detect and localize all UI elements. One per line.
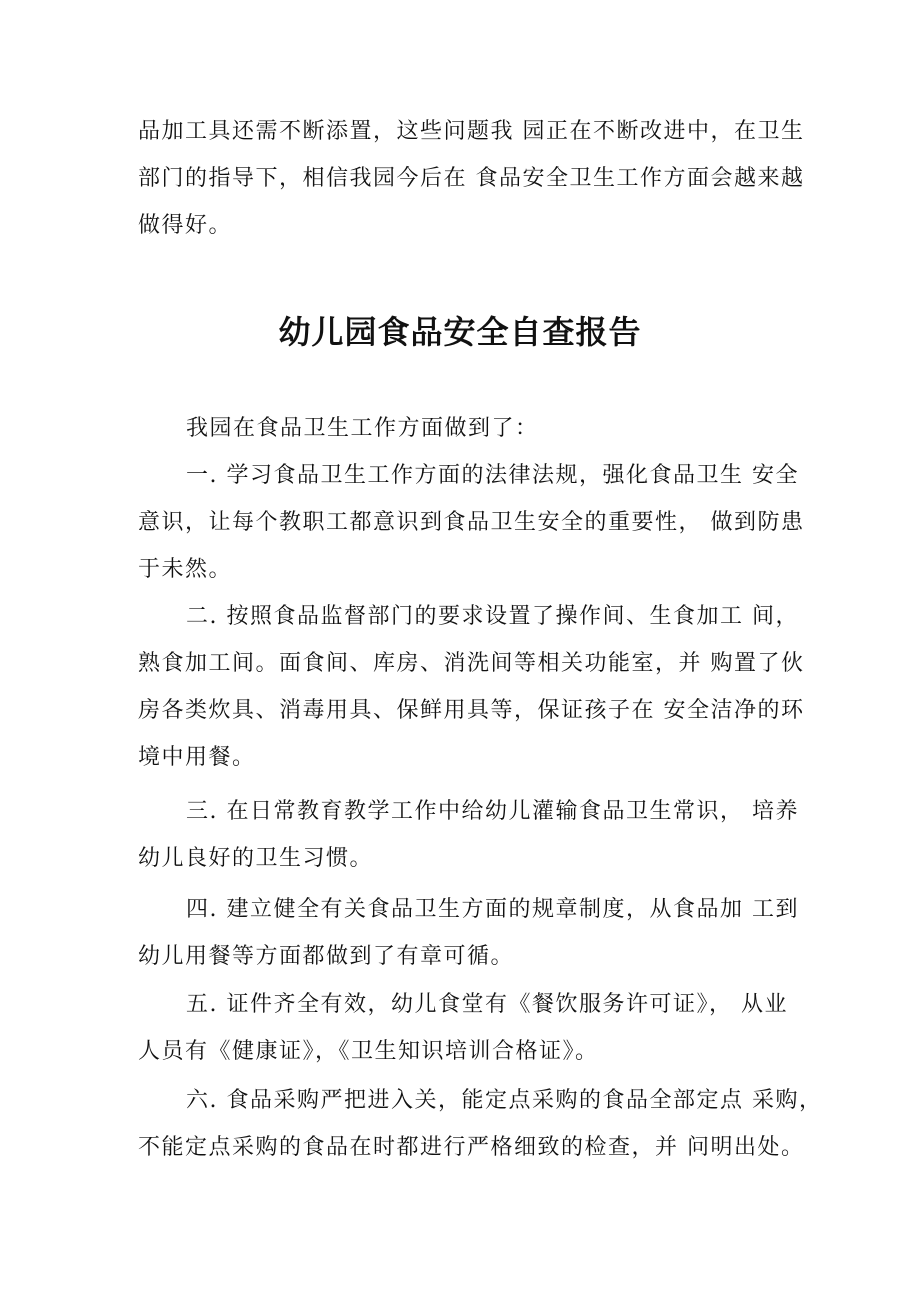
body-line: 境中用餐。 bbox=[138, 745, 256, 770]
body-line: 一. 学习食品卫生工作方面的法律法规，强化食品卫生 安全 bbox=[186, 463, 799, 488]
body-line: 二. 按照食品监督部门的要求设置了操作间、生食加工 间， bbox=[186, 604, 799, 629]
intro-line: 做得好。 bbox=[138, 213, 233, 238]
body-line: 人员有《健康证》，《卫生知识培训合格证》。 bbox=[138, 1039, 599, 1064]
body-line: 不能定点采购的食品在时都进行严格细致的检查，并 问明出处。 bbox=[138, 1135, 805, 1160]
body-line: 我园在食品卫生工作方面做到了： bbox=[186, 416, 539, 441]
body-line: 三. 在日常教育教学工作中给幼儿灌输食品卫生常识， 培养 bbox=[186, 799, 799, 824]
document-title: 幼儿园食品安全自查报告 bbox=[278, 313, 642, 351]
body-line: 房各类炊具、消毒用具、保鲜用具等，保证孩子在 安全洁净的环 bbox=[138, 698, 805, 723]
body-line: 幼儿用餐等方面都做到了有章可循。 bbox=[138, 944, 515, 969]
intro-line: 品加工具还需不断添置，这些问题我 园正在不断改进中，在卫生 bbox=[138, 119, 805, 144]
body-line: 五. 证件齐全有效，幼儿食堂有《餐饮服务许可证》， 从业 bbox=[186, 992, 788, 1017]
body-line: 幼儿良好的卫生习惯。 bbox=[138, 846, 374, 871]
body-line: 四. 建立健全有关食品卫生方面的规章制度，从食品加 工到 bbox=[186, 897, 799, 922]
intro-line: 部门的指导下，相信我园今后在 食品安全卫生工作方面会越来越 bbox=[138, 166, 805, 191]
body-line: 于未然。 bbox=[138, 557, 233, 582]
body-line: 熟食加工间。面食间、库房、消洗间等相关功能室，并 购置了伙 bbox=[138, 651, 805, 676]
body-line: 意识，让每个教职工都意识到食品卫生安全的重要性， 做到防患 bbox=[138, 510, 805, 535]
body-line: 六. 食品采购严把进入关，能定点采购的食品全部定点 采购， bbox=[186, 1088, 823, 1113]
